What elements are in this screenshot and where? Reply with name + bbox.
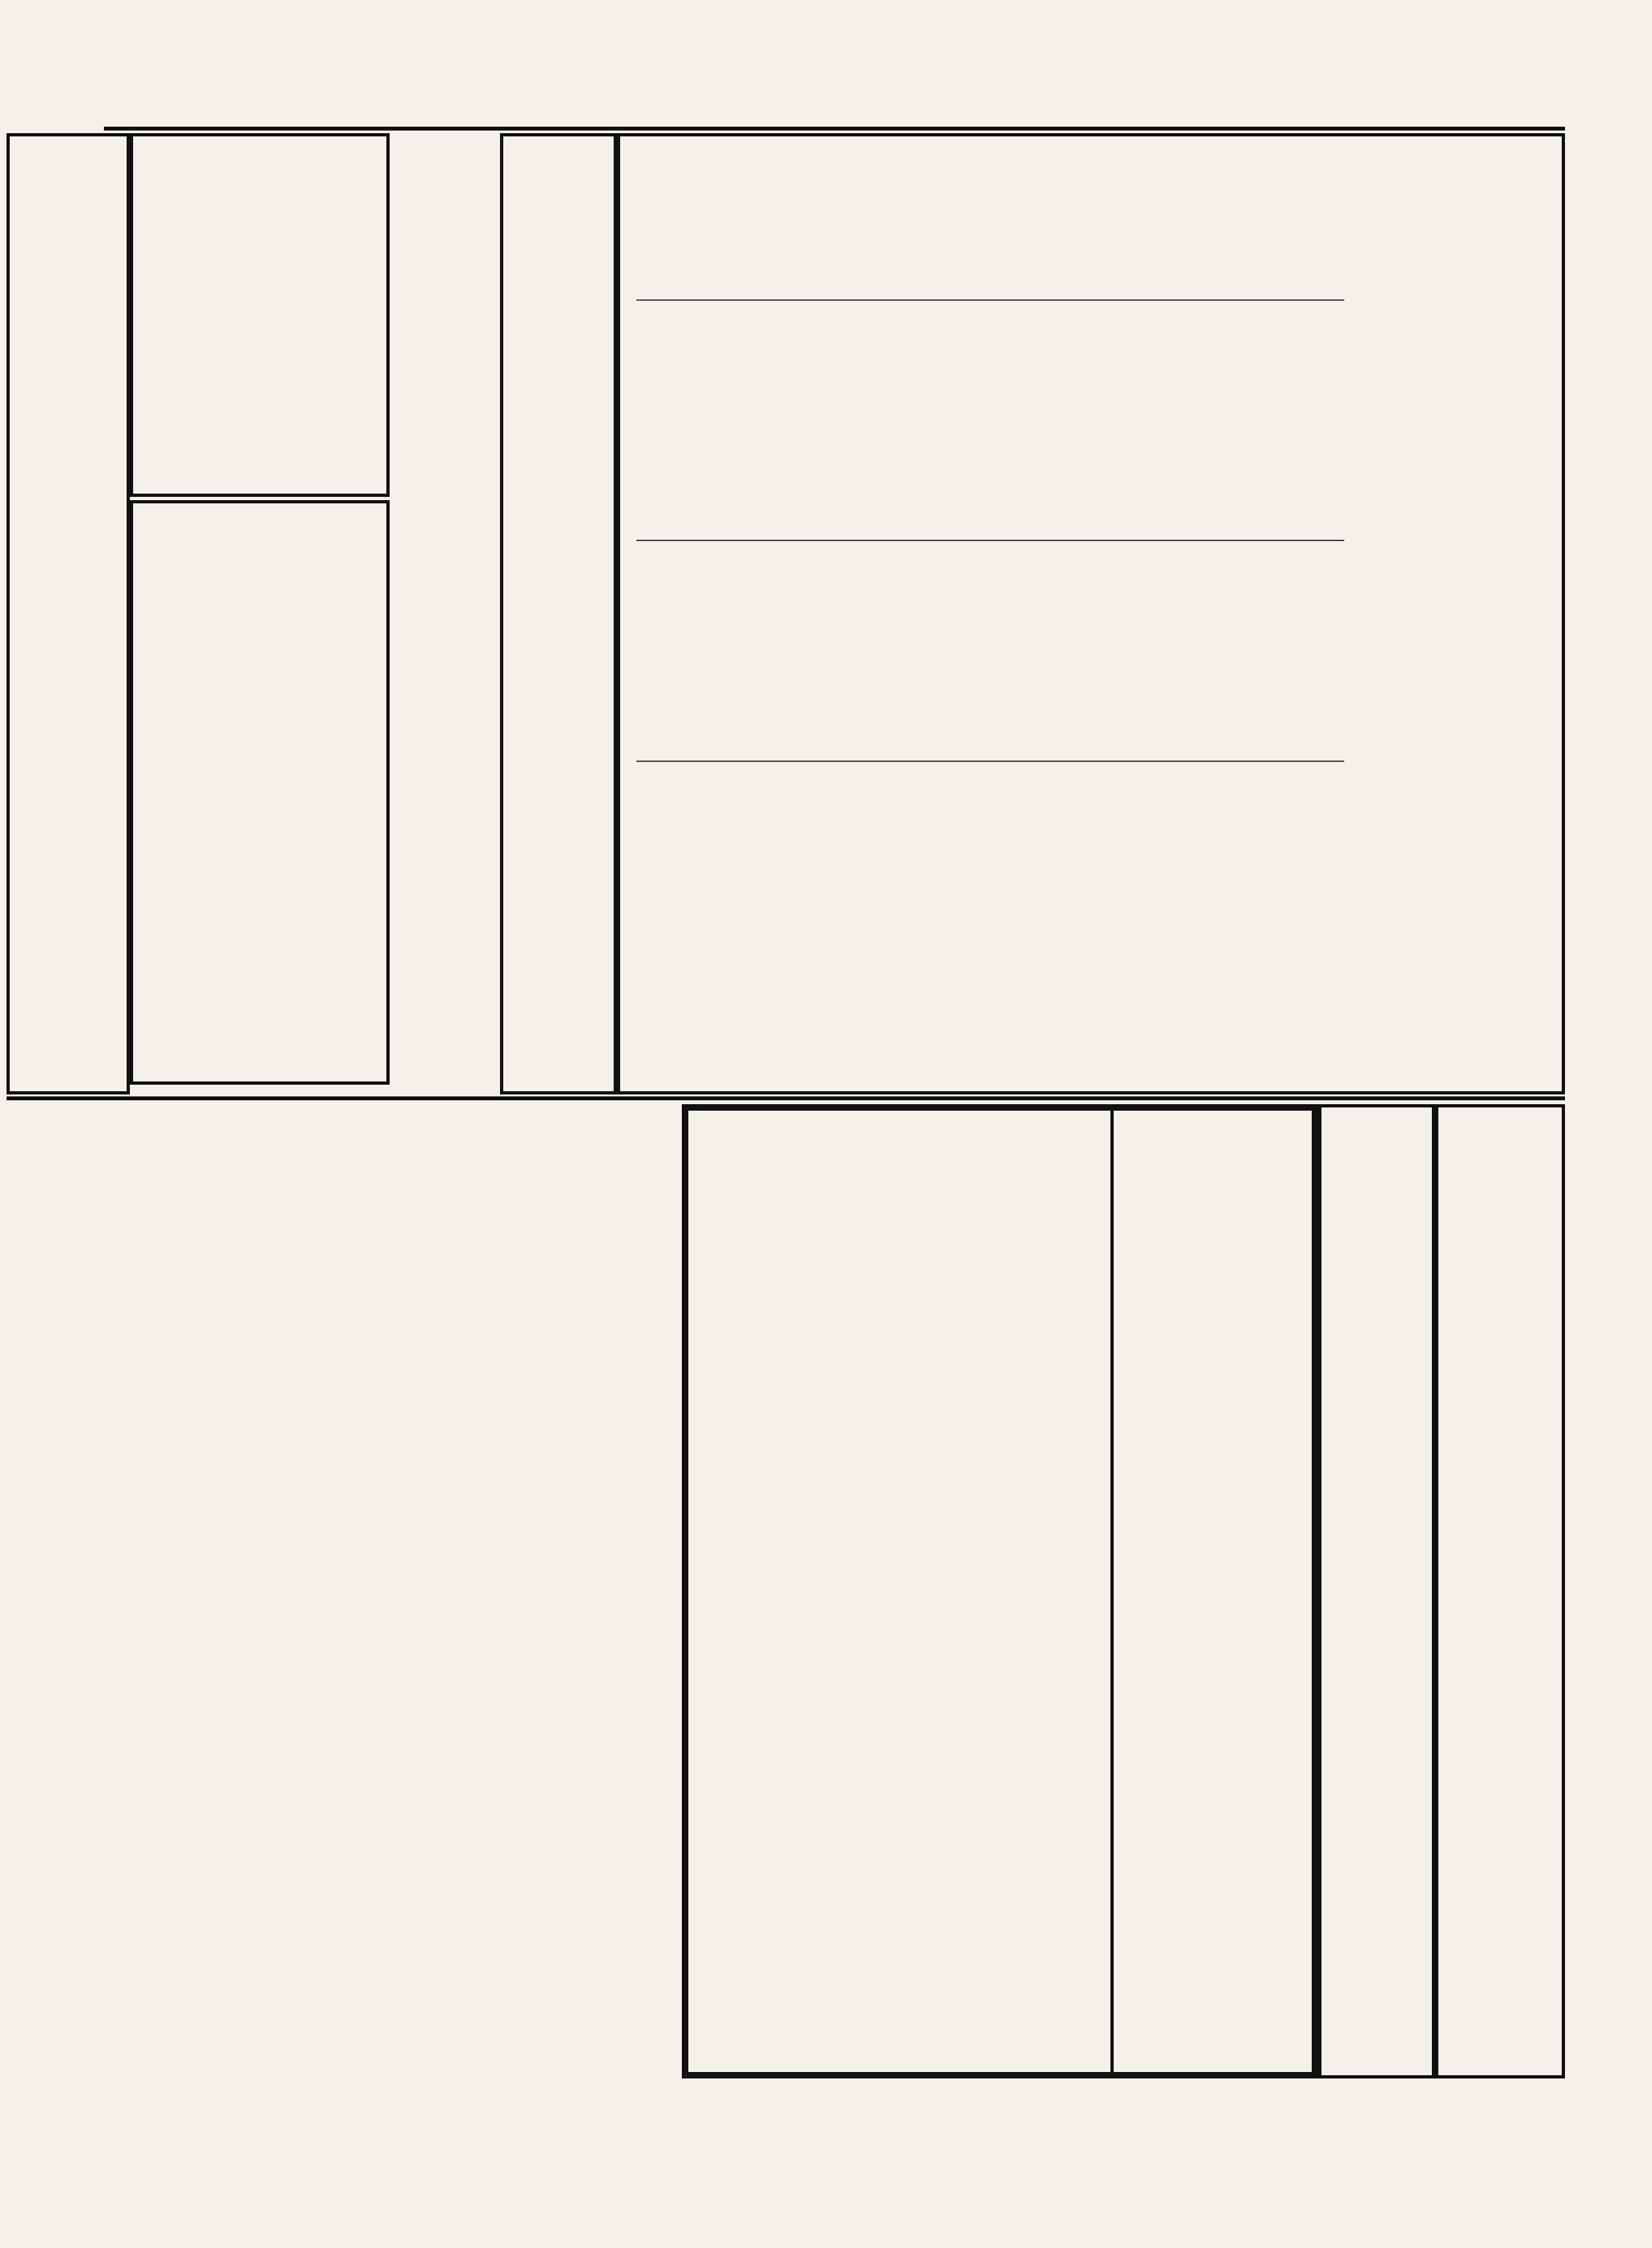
wedding-body (393, 714, 497, 1072)
moea-notice2-box (500, 133, 617, 1094)
dadi-desc (909, 1286, 1007, 1676)
masthead-date (1104, 52, 1558, 123)
fold-rule (6, 1096, 1565, 1100)
fuxing-body (140, 701, 321, 1072)
moea-notice-subtitle (1383, 149, 1468, 513)
education-body (1442, 1585, 1474, 2052)
moea-distribution-table (636, 140, 1344, 1075)
shaci-box (1318, 1104, 1435, 2078)
masthead-page (234, 52, 364, 123)
masthead-rule (104, 127, 1565, 131)
masthead-title (636, 52, 1052, 123)
dadi-times (994, 1786, 1097, 1981)
dadi-cast (1117, 1767, 1227, 1936)
table-row-rule (636, 299, 1344, 301)
dadi-slogan (688, 1111, 1312, 1150)
university-body (13, 140, 52, 1081)
masthead-weekday (390, 52, 552, 123)
school-notice-body (140, 143, 269, 494)
zhongguo-divider (682, 1104, 686, 2078)
table-row-rule (636, 539, 1344, 541)
table-row-rule (636, 760, 1344, 762)
dadi-prices (883, 1949, 987, 2065)
